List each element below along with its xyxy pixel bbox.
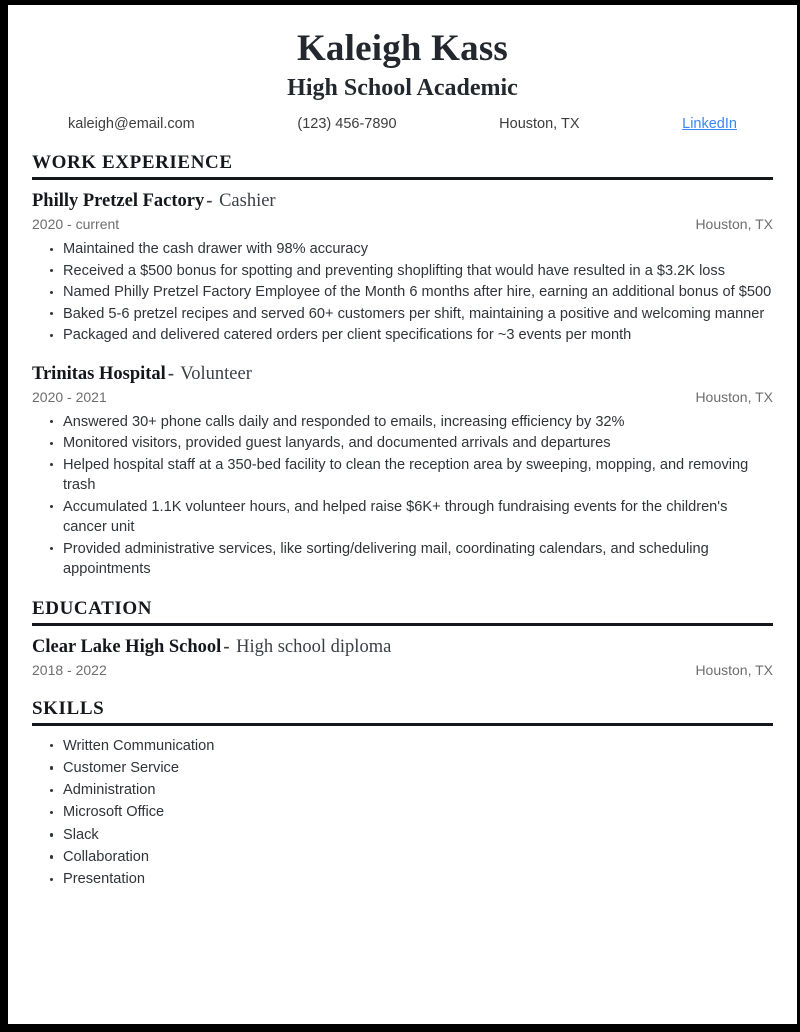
work-entry-role: Volunteer [180,363,252,384]
list-item: Monitored visitors, provided guest lanyards, and documented arrivals and departures [32,433,773,454]
work-entry-meta [32,214,773,234]
work-entry-dates: 2020 - 2021 [32,388,107,405]
list-item: Baked 5-6 pretzel recipes and served 60+ customers per shift, maintaining a positive and welcoming manner [32,304,773,325]
list-item: Collaboration [32,846,773,868]
work-entry-heading [32,189,773,213]
list-item: Accumulated 1.1K volunteer hours, and helped raise $6K+ through fundraising events for the children's cancer unit [32,497,773,538]
work-entry-location: Houston, TX [695,388,773,405]
contact-phone: (123) 456-7890 [297,116,397,132]
list-item: Provided administrative services, like sorting/delivering mail, coordinating calendars, and scheduling appointments [32,539,773,580]
list-item: Slack [32,824,773,846]
work-entry-role: Cashier [219,191,276,211]
education-entry [32,635,773,680]
candidate-subtitle: High School Academic [287,75,518,101]
entry-separator: - [206,191,213,211]
work-entry [32,362,773,580]
resume-page [8,5,797,1024]
list-item: Packaged and delivered catered orders per client specifications for ~3 events per month [32,325,773,346]
section-divider [32,177,773,180]
entry-separator: - [167,363,174,384]
education-entry-heading [32,635,773,659]
contact-location: Houston, TX [499,116,580,132]
section-skills [32,698,773,891]
section-work-experience [32,152,773,580]
work-entry-bullets [32,239,773,346]
resume-header [32,5,773,103]
list-item: Administration [32,779,773,801]
work-entry-organization: Philly Pretzel Factory [32,191,205,211]
linkedin-link[interactable]: LinkedIn [682,116,737,132]
section-divider [32,723,773,726]
work-entry-meta [32,387,773,407]
candidate-name: Kaleigh Kass [296,28,509,69]
work-entry-bullets [32,412,773,580]
work-entry-dates: 2020 - current [32,216,120,232]
section-title-work: WORK EXPERIENCE [32,152,233,173]
list-item: Presentation [32,868,773,890]
resume-content [8,5,797,891]
list-item: Named Philly Pretzel Factory Employee of the Month 6 months after hire, earning an additional bonus of $500 [32,282,773,303]
work-entry-heading [32,362,773,386]
section-education [32,598,773,680]
list-item: Microsoft Office [32,801,773,823]
work-entry-location: Houston, TX [695,216,773,232]
education-entry-school: Clear Lake High School [32,636,222,657]
list-item: Customer Service [32,757,773,779]
section-divider [32,623,773,626]
education-entry-location: Houston, TX [695,661,773,678]
list-item: Answered 30+ phone calls daily and responded to emails, increasing efficiency by 32% [32,412,773,433]
section-title-education: EDUCATION [32,597,153,619]
contact-row [32,103,773,134]
section-title-skills: SKILLS [32,697,105,719]
list-item: Written Communication [32,735,773,757]
skills-list [32,735,773,891]
contact-email[interactable]: kaleigh@email.com [68,116,195,132]
list-item: Maintained the cash drawer with 98% accuracy [32,239,773,260]
list-item: Helped hospital staff at a 350-bed facility to clean the reception area by sweeping, mopping, and removing trash [32,455,773,496]
education-entry-dates: 2018 - 2022 [32,661,107,678]
education-entry-degree: High school diploma [236,636,392,657]
work-entry [32,189,773,346]
work-entry-organization: Trinitas Hospital [32,363,166,384]
education-entry-meta [32,660,773,680]
list-item: Received a $500 bonus for spotting and preventing shoplifting that would have resulted in a $3.2K loss [32,261,773,282]
entry-separator: - [223,636,230,657]
